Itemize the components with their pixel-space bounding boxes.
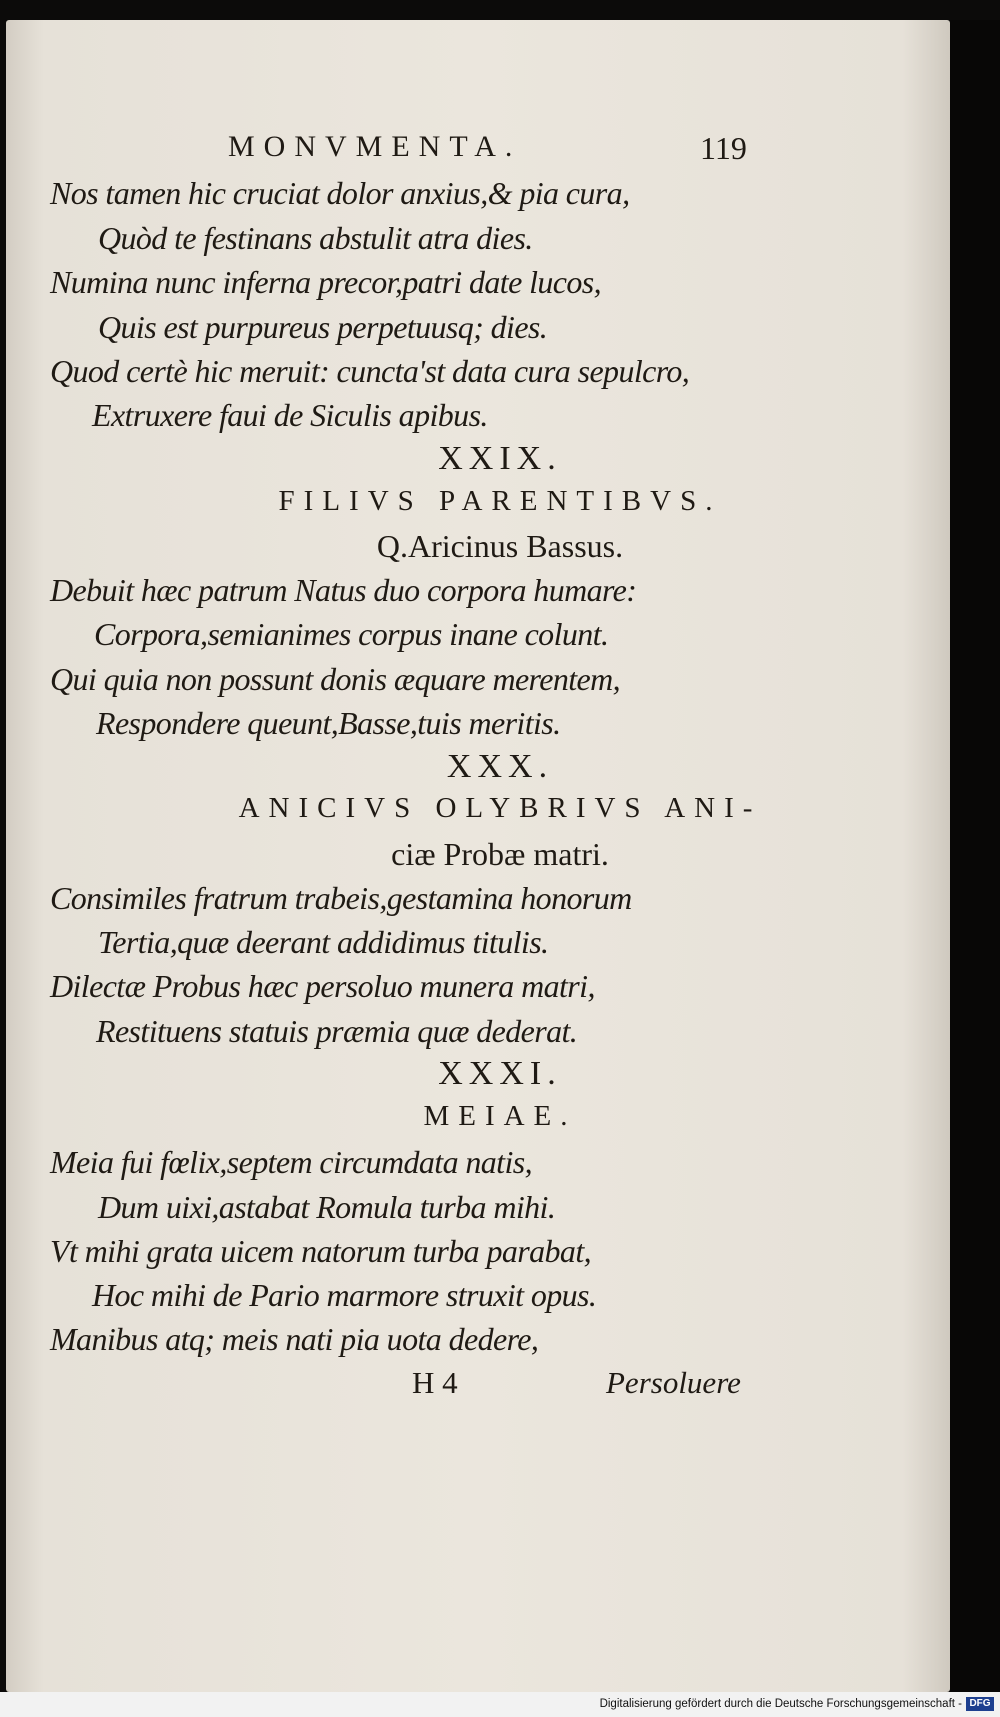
page-number: 119 xyxy=(700,130,747,166)
verse-line: Respondere queunt,Basse,tuis meritis. xyxy=(96,705,561,741)
verse-line: Manibus atq; meis nati pia uota dedere, xyxy=(50,1321,539,1357)
running-title: MONVMENTA. xyxy=(228,130,522,163)
verse-line: Consimiles fratrum trabeis,gestamina honorum xyxy=(50,880,632,916)
verse-line: Extruxere faui de Siculis apibus. xyxy=(92,397,488,433)
verse-line: Quod certè hic meruit: cuncta'st data cura sepulcro, xyxy=(50,353,690,389)
verse-line: Quòd te festinans abstulit atra dies. xyxy=(98,220,533,256)
section-numeral: XXX. xyxy=(446,748,554,785)
verse-line: Nos tamen hic cruciat dolor anxius,& pia cura, xyxy=(50,175,630,211)
verse-line: Hoc mihi de Pario marmore struxit opus. xyxy=(92,1277,597,1313)
section-title: ANICIVS OLYBRIVS ANI- xyxy=(238,792,762,824)
section-title: MEIAE. xyxy=(423,1100,577,1132)
verse-line: Debuit hæc patrum Natus duo corpora humare: xyxy=(50,572,637,608)
dfg-logo: DFG xyxy=(966,1697,994,1711)
verse-line: Tertia,quæ deerant addidimus titulis. xyxy=(98,924,549,960)
verse-line: Qui quia non possunt donis æquare merentem, xyxy=(50,661,621,697)
section-subtitle: ciæ Probæ matri. xyxy=(391,836,609,872)
verse-line: Numina nunc inferna precor,patri date lucos, xyxy=(50,264,602,300)
section-numeral: XXIX. xyxy=(438,440,562,477)
section-numeral: XXXI. xyxy=(438,1055,562,1092)
verse-line: Meia fui fœlix,septem circumdata natis, xyxy=(50,1144,533,1180)
verse-line: Vt mihi grata uicem natorum turba parabat, xyxy=(50,1233,592,1269)
verse-line: Dum uixi,astabat Romula turba mihi. xyxy=(98,1189,556,1225)
section-subtitle: Q.Aricinus Bassus. xyxy=(376,528,624,564)
catchword: Persoluere xyxy=(606,1365,741,1400)
signature-mark: H 4 xyxy=(412,1365,458,1400)
verse-line: Quis est purpureus perpetuusq; dies. xyxy=(98,309,548,345)
verse-line: Corpora,semianimes corpus inane colunt. xyxy=(94,616,609,652)
section-title: FILIVS PARENTIBVS. xyxy=(278,485,722,517)
verse-line: Dilectæ Probus hæc persoluo munera matri, xyxy=(50,968,595,1004)
verse-line: Restituens statuis præmia quæ dederat. xyxy=(96,1013,578,1049)
funding-credit: Digitalisierung gefördert durch die Deutsche Forschungsgemeinschaft - xyxy=(599,1698,962,1710)
